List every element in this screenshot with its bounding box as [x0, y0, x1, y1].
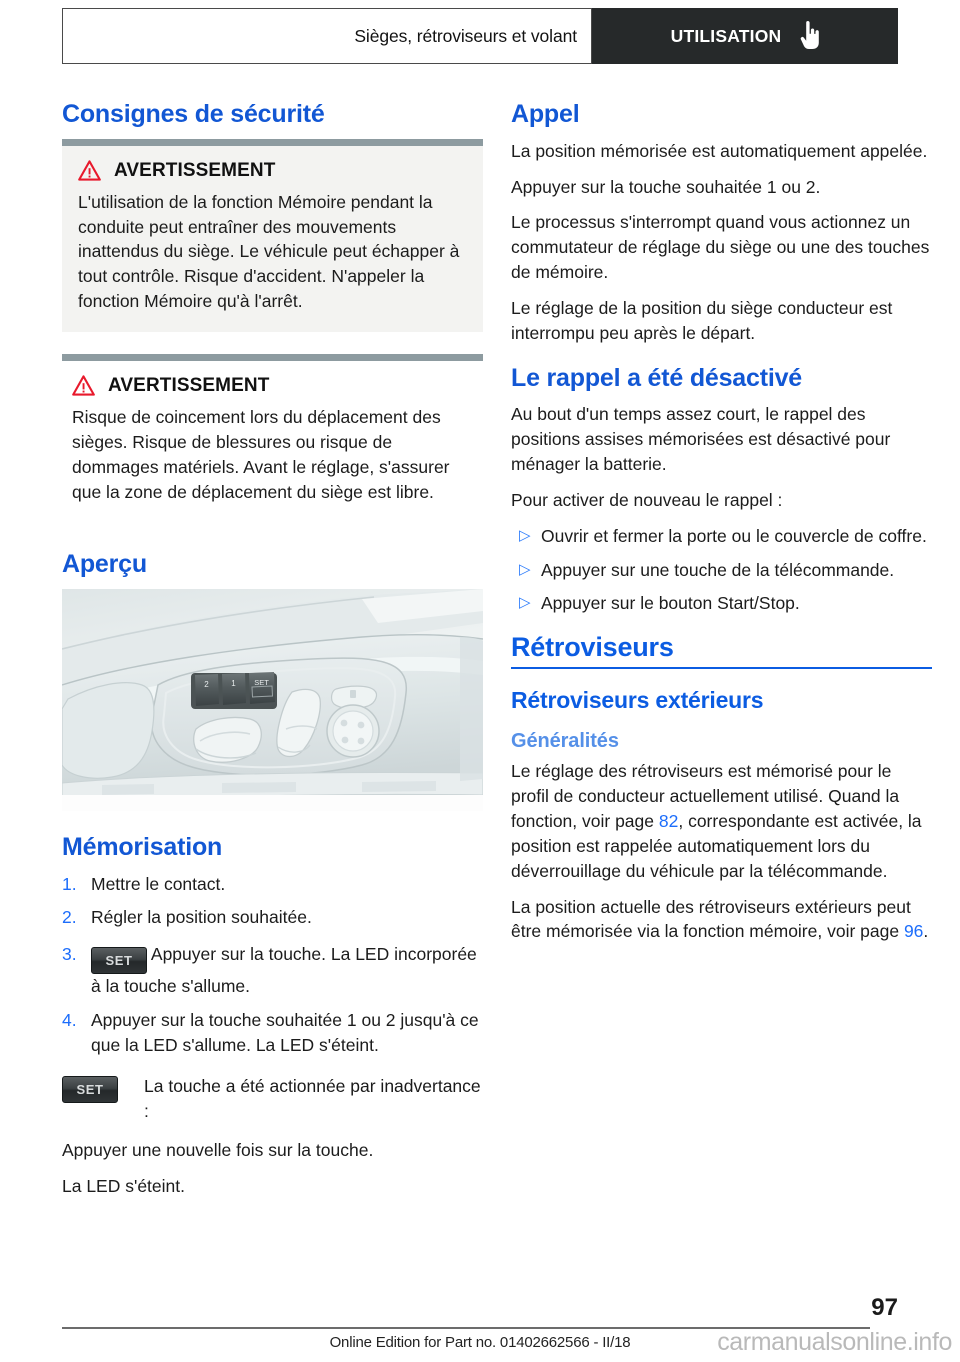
- heading-rule: [511, 667, 932, 669]
- heading-retroviseurs: Rétroviseurs: [511, 632, 674, 663]
- inadvertent-press-row: [62, 1074, 483, 1124]
- breadcrumb-label: Sièges, rétroviseurs et volant: [354, 25, 577, 46]
- list-item-text: Ouvrir et fermer la porte ou le couvercle de coffre.: [541, 525, 927, 546]
- warning-top-rule-1: [62, 139, 483, 146]
- memorisation-steps: [62, 872, 483, 1058]
- warning-title-2: AVERTISSEMENT: [108, 374, 270, 396]
- warning-body-2: Risque de coincement lors du déplacement des sièges. Risque de blessures ou risque de dommages matériels. Avant le réglage, s'assurer que la zone de déplacement du siège est libre.: [72, 406, 450, 502]
- appel-paragraph-3: Le processus s'interrompt quand vous actionnez un commutateur de réglage du siège ou une des touches de mémoire.: [511, 212, 930, 283]
- list-item: [511, 591, 932, 616]
- watermark-text: carmanualsonline.info: [717, 1328, 952, 1356]
- warning-header-1: [78, 160, 467, 182]
- appel-paragraph-1: La position mémorisée est automatiquement appelée.: [511, 140, 928, 161]
- pointing-hand-icon: [797, 21, 819, 51]
- step-text: Régler la position souhaitée.: [91, 906, 312, 927]
- list-item: [511, 524, 932, 549]
- right-column: [511, 100, 932, 955]
- warning-block-2: [62, 354, 483, 522]
- step-text: [91, 942, 483, 999]
- step-number: 1.: [62, 873, 77, 894]
- step-number: 4.: [62, 1010, 77, 1031]
- footer-edition-note: Online Edition for Part no. 01402662566 - II/18: [329, 1334, 631, 1351]
- warning-title-1: AVERTISSEMENT: [114, 159, 276, 181]
- heading-appel: Appel: [511, 100, 580, 128]
- heading-rappel-desactive: Le rappel a été désactivé: [511, 363, 802, 392]
- step-text-label: Appuyer sur la touche. La LED incorporée à la touche s'allume.: [91, 943, 477, 996]
- rappel-paragraph-1: Au bout d'un temps assez court, le rappel des positions assises mémorisées est désactivé pour ménager la batterie.: [511, 404, 891, 475]
- generalites-paragraph-2: [511, 895, 932, 945]
- generalites2-text-a: La position actuelle des rétroviseurs extérieurs peut être mémorisée via la fonction mémoire, voir page: [511, 896, 911, 942]
- rappel-bullet-list: [511, 524, 932, 617]
- step-item: [62, 905, 483, 930]
- heading-apercu: Aperçu: [62, 550, 147, 579]
- left-column: [62, 100, 483, 1209]
- step-text: Appuyer sur la touche souhaitée 1 ou 2 jusqu'à ce que la LED s'allume. La LED s'éteint.: [91, 1010, 479, 1056]
- page-reference-82[interactable]: 82: [658, 811, 679, 831]
- list-item: [511, 558, 932, 583]
- warning-triangle-icon: [78, 160, 101, 181]
- warning-box-2: [62, 361, 483, 522]
- svg-text:SET: SET: [254, 678, 269, 688]
- step-number: 3.: [62, 943, 77, 964]
- warning-block-1: [62, 139, 483, 332]
- triangle-bullet-icon: ▷: [519, 526, 531, 544]
- heading-memorisation: Mémorisation: [62, 833, 223, 862]
- heading-generalites: Généralités: [511, 730, 619, 753]
- triangle-bullet-icon: ▷: [519, 594, 531, 612]
- closing-paragraph-1: Appuyer une nouvelle fois sur la touche.: [62, 1139, 374, 1160]
- generalites2-text-b: .: [923, 921, 929, 942]
- page-header: [62, 8, 898, 64]
- warning-header-2: [72, 375, 467, 397]
- appel-paragraph-2: Appuyer sur la touche souhaitée 1 ou 2.: [511, 176, 821, 197]
- generalites-text-b: , correspondante est activée, la position est rappelée automatiquement lors du déverrouillage du véhicule par la télécommande.: [511, 811, 922, 881]
- step-number: 2.: [62, 906, 77, 927]
- page-title-safety: Consignes de sécurité: [62, 100, 325, 128]
- generalites-paragraph-1: [511, 759, 932, 883]
- generalites-text-a: Le réglage des rétroviseurs est mémorisé pour le profil de conducteur actuellement utilisé. Quand la fonction, voir page: [511, 761, 900, 831]
- step-item: [62, 872, 483, 897]
- set-key-cell: [62, 1074, 144, 1103]
- warning-body-1: L'utilisation de la fonction Mémoire pendant la conduite peut entraîner des mouvements inattendus du siège. Le véhicule peut échapper à tout contrôle. Risque d'accident. N'appeler la fonction Mémoire qu'à l'arrêt.: [78, 191, 460, 312]
- mirrors-section: [511, 632, 932, 944]
- step-item: [62, 1008, 483, 1058]
- section-tab-utilisation: [592, 8, 898, 64]
- set-button-glyph: SET: [91, 947, 147, 974]
- warning-top-rule-2: [62, 354, 483, 361]
- breadcrumb: [62, 8, 592, 64]
- heading-retroviseurs-exterieurs: Rétroviseurs extérieurs: [511, 687, 764, 714]
- triangle-bullet-icon: ▷: [519, 560, 531, 578]
- closing-paragraph-2: La LED s'éteint.: [62, 1175, 185, 1196]
- list-item-text: Appuyer sur le bouton Start/Stop.: [541, 593, 800, 614]
- svg-text:2: 2: [204, 680, 209, 690]
- svg-text:1: 1: [231, 679, 236, 689]
- step-text: Mettre le contact.: [91, 873, 226, 894]
- page-number: 97: [871, 1294, 898, 1321]
- warning-box-1: [62, 146, 483, 332]
- set-button-glyph: SET: [62, 1076, 118, 1103]
- section-tab-label: UTILISATION: [670, 25, 782, 46]
- appel-paragraph-4: Le réglage de la position du siège conducteur est interrompu peu après le départ.: [511, 297, 893, 343]
- page-reference-96[interactable]: 96: [903, 921, 924, 942]
- warning-triangle-icon: [72, 375, 95, 396]
- rappel-paragraph-2: Pour activer de nouveau le rappel :: [511, 489, 783, 510]
- step-item: [62, 942, 483, 999]
- inadvertent-press-text: La touche a été actionnée par inadvertance :: [144, 1076, 481, 1121]
- seat-memory-controls-illustration: [62, 589, 483, 811]
- list-item-text: Appuyer sur une touche de la télécommande.: [541, 559, 895, 580]
